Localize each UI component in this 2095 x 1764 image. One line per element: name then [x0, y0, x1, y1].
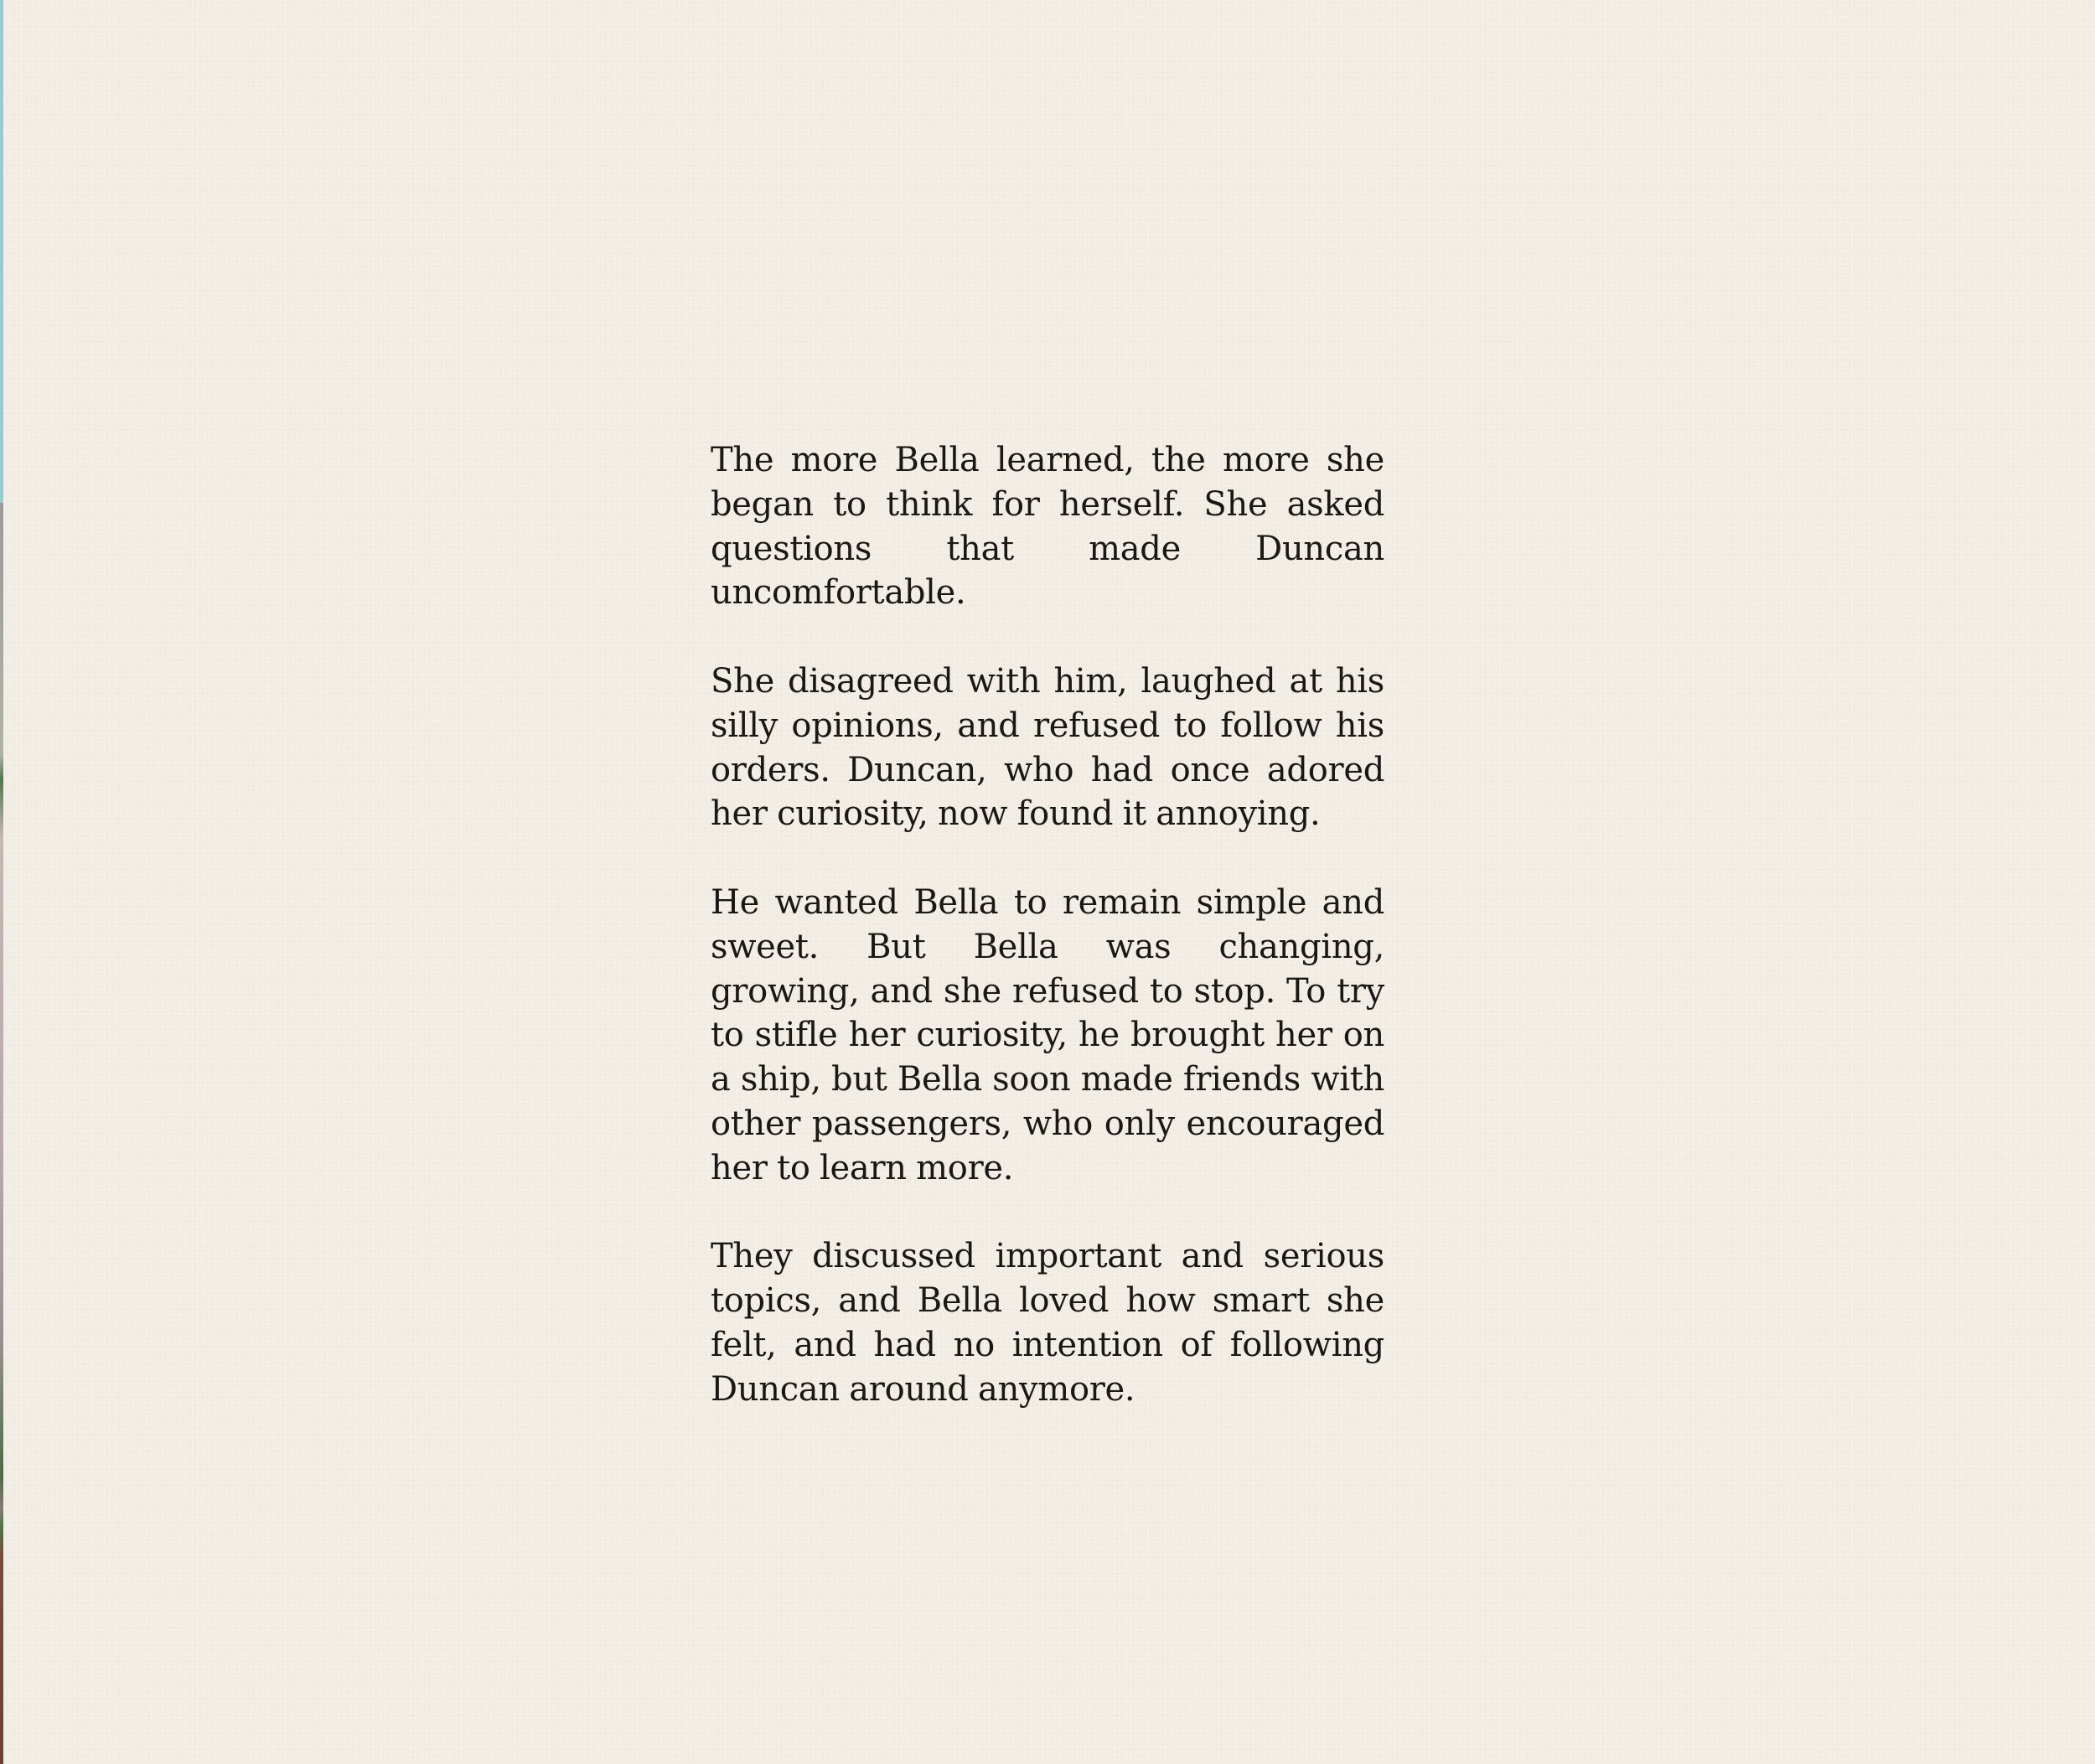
story-text	[711, 438, 1384, 1412]
paragraph-4: They discussed important and serious topics, and Bella loved how smart she felt, and had no intention of following Duncan around anymore.	[711, 1237, 1384, 1409]
paragraph-1: The more Bella learned, the more she began to think for herself. She asked questions that made Duncan uncomfortable.	[711, 441, 1384, 613]
adjacent-page-edge	[0, 0, 3, 1764]
paragraph-3: He wanted Bella to remain simple and sweet. But Bella was changing, growing, and she refused to stop. To try to stifle her curiosity, he brought her on a ship, but Bella soon made friends with other passengers, who only encouraged her to learn more.	[711, 882, 1384, 1187]
paragraph-2: She disagreed with him, laughed at his silly opinions, and refused to follow his orders. Duncan, who had once adored her curiosity, now found it annoying.	[711, 661, 1384, 834]
